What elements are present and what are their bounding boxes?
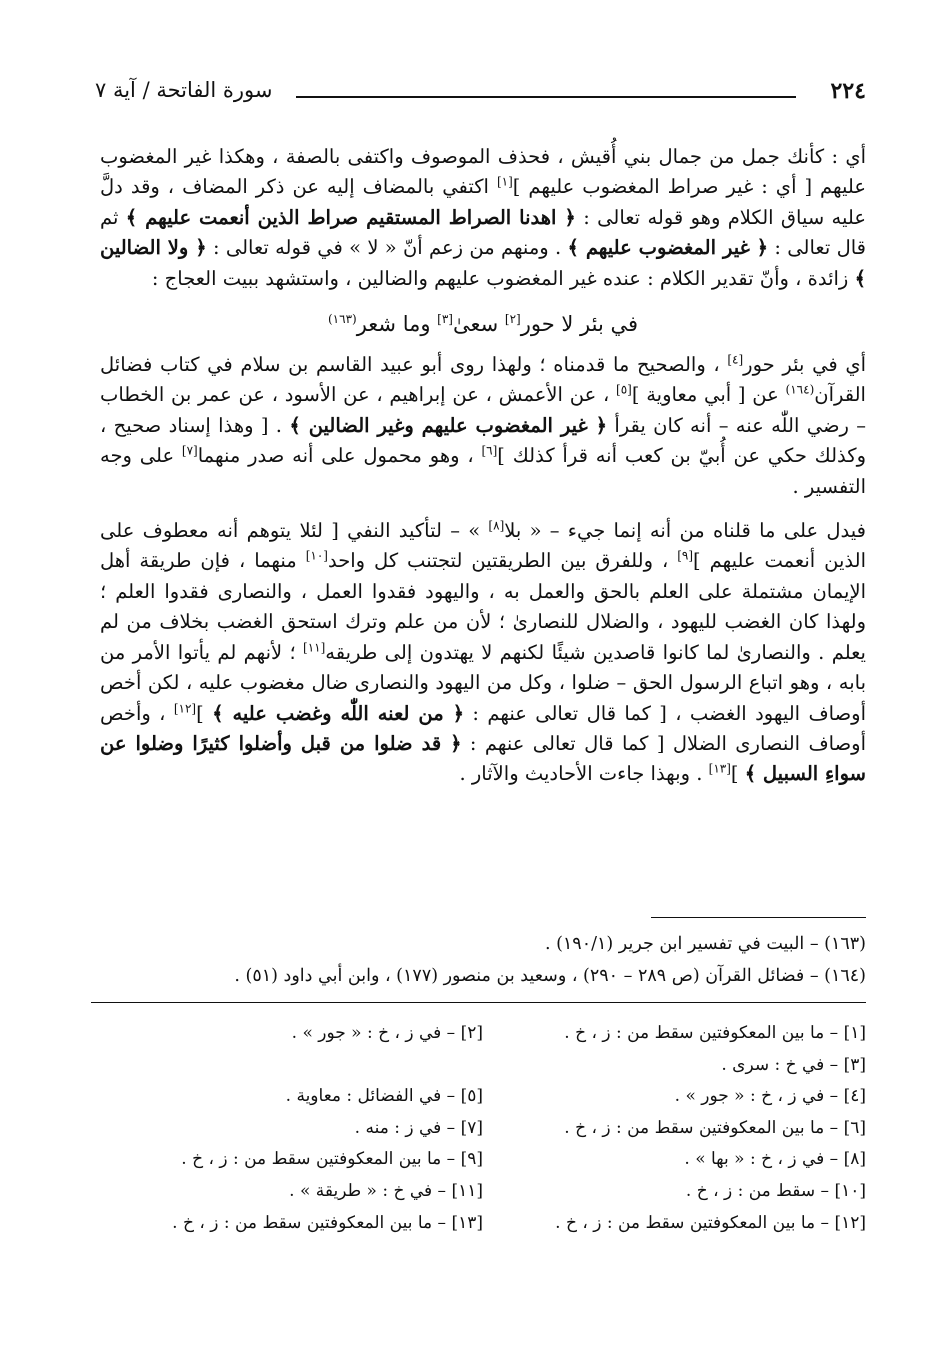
text-run: عن [ أبي معاوية ] (631, 383, 786, 407)
text-run: . وبهذا جاءت الأحاديث والآثار . (459, 762, 709, 786)
text-run: وما شعر (356, 312, 438, 337)
footnotes-divider (651, 917, 866, 918)
quran-verse: ﴿ غير المغضوب عليهم وغير الضالين ﴾ (289, 413, 608, 437)
variant-note: [٢] – في ز ، خ : « جور » . (291, 1023, 483, 1043)
text-run: على وجه التفسير . (100, 444, 866, 498)
footnote-ref: [١٠] (305, 548, 328, 563)
text-run: . ومنهم من زعم أنّ « لا » في قوله تعالى : (206, 236, 568, 260)
footnote-ref: [٨] (488, 518, 505, 533)
variant-note: [٣] – في خ : سرى . (721, 1054, 866, 1075)
text-run: منهما ، فإن طريقة أهل الإيمان مشتملة على العلم بالحق والعمل به ، واليهود فقدوا العمل ، والنصارى فقدوا العلم ؛ ولهذا كان الغضب لليهود ، والضلال للنصارىٰ ؛ لأن من علم وترك استحق الغضب بخلاف من لم يعلم . والنصارىٰ لما كانوا قاصدين شيئًا لكنهم لا يهتدون إلى طريقه (100, 549, 866, 664)
text-run: ثم قال تعالى : (100, 205, 867, 260)
variant-note: [١٠] – سقط من : ز ، خ . (685, 1180, 866, 1201)
variant-row (100, 1018, 866, 1050)
poem-verse (100, 312, 866, 336)
header-rule (296, 96, 796, 98)
variant-row (100, 1208, 866, 1240)
variant-note: [٧] – في ز : منه . (354, 1117, 483, 1138)
variant-note: [١] – ما بين المعكوفتين سقط من : ز ، خ . (564, 1023, 866, 1043)
text-run: أي : كأنك جمل من جمال بني أُقيش ، فحذف الموصوف واكتفى بالصفة ، وهكذا غير المغضوب عليهم [ أي : غير صراط المغضوب عليهم ] (100, 145, 867, 199)
variant-note: [١٢] – ما بين المعكوفتين سقط من : ز ، خ . (555, 1212, 866, 1233)
text-run: . [ وهذا إسناد صحيح ، وكذلك حكي عن أُبيّ بن كعب أنه قرأ كذلك ] (100, 413, 866, 468)
text-run: ] (196, 701, 213, 725)
variant-note: [١٣] – ما بين المعكوفتين سقط من : ز ، خ . (172, 1212, 483, 1233)
text-run: سعىٰ (452, 312, 505, 337)
footnote-ref: [١١] (303, 640, 326, 655)
variant-note: [١١] – في خ : « طريقة » . (289, 1180, 483, 1201)
footnote-ref: [٣] (437, 312, 453, 327)
text-run: » – لتأكيد النفي [ لئلا يتوهم أنه معطوف على الذين أنعمت عليهم ] (100, 519, 867, 573)
page-number: ٢٢٤ (830, 78, 866, 104)
text-run: ، عن الأعمش ، عن إبراهيم ، عن الأسود ، عن عمر بن الخطاب – رضي اللّٰه عنه – أنه كان يقرأ (100, 383, 867, 437)
variant-note: [٨] – في ز ، خ : « بها » . (684, 1149, 866, 1170)
text-run: ، وللفرق بين الطريقتين لتجتنب كل واحد (327, 549, 678, 573)
quran-verse: ﴿ من لعنه اللّٰه وغضب عليه ﴾ (212, 701, 465, 725)
variant-note: [٤] – في ز ، خ : « جور » . (674, 1086, 866, 1107)
paragraph-2 (100, 350, 866, 502)
variant-note: [٥] – في الفضائل : معاوية . (285, 1086, 483, 1107)
quran-verse: ﴿ قد ضلوا من قبل وأضلوا كثيرًا وضلوا عن سواءِ السبيل ﴾ (100, 731, 866, 786)
main-text (100, 142, 866, 790)
text-run: ، والصحيح ما قدمناه ؛ ولهذا روى أبو عبيد القاسم بن سلام في كتاب فضائل القرآن (100, 353, 866, 407)
text-run: ] (730, 762, 745, 786)
footnotes (110, 928, 866, 992)
variant-note: [٦] – ما بين المعكوفتين سقط من : ز ، خ . (564, 1117, 866, 1138)
quran-verse: ﴿ اهدنا الصراط المستقيم صراط الذين أنعمت عليهم ﴾ (125, 205, 576, 229)
paragraph-1 (100, 142, 866, 294)
variant-row (100, 1144, 866, 1176)
variant-row (100, 1176, 866, 1208)
paragraph-3 (100, 516, 866, 790)
footnote-164: (١٦٤) – فضائل القرآن (ص ٢٨٩ – ٢٩٠) ، وسعيد بن منصور (١٧٧) ، وابن أبي داود (٥١) . (234, 966, 866, 986)
quran-verse: ﴿ ولا الضالين ﴾ (100, 236, 866, 290)
footnote-ref: [٤] (727, 352, 744, 367)
surah-label: سورة الفاتحة / آية ٧ (95, 78, 273, 102)
text-run: زائدة ، وأنّ تقدير الكلام : عنده غير المغضوب عليهم والضالين ، واستشهد ببيت العجاج : (151, 266, 855, 290)
text-run: ؛ لأنهم لم يأتوا الأمر من بابه ، وهو اتباع الرسول الحق – ضلوا ، وكل من اليهود والنصارى ضال مغضوب عليه ، لكن أخص أوصاف اليهود الغضب ، [ كما قال تعالى عنهم : (100, 640, 867, 725)
variant-row (100, 1050, 866, 1082)
footnote-ref: [٧] (181, 443, 198, 458)
footnote-ref: [٦] (481, 443, 498, 458)
variant-row (100, 1081, 866, 1113)
footnote-ref: [٩] (677, 548, 694, 563)
text-run: ، وهو محمول على أنه صدر منهما (197, 444, 482, 468)
variant-notes (100, 1018, 866, 1239)
footnote-ref: [١٣] (708, 761, 731, 776)
text-run: أي في بئر حور (743, 353, 867, 377)
variants-divider (91, 1002, 866, 1003)
footnote-ref: (١٦٤) (785, 382, 815, 397)
footnote-ref: [١٢] (173, 701, 197, 715)
text-run: ، وأخص أوصاف النصارى الضلال [ كما قال تعالى عنهم : (100, 701, 866, 755)
text-run: في بئر لا حور (520, 312, 639, 337)
text-run: اكتفي بالمضاف إليه عن ذكر المضاف ، وقد دلَّ عليه سياق الكلام وهو قوله تعالى : (100, 175, 866, 229)
quran-verse: ﴿ غير المغضوب عليهم ﴾ (567, 236, 769, 260)
footnote-ref: (١٦٣) (327, 312, 357, 327)
footnote-163: (١٦٣) – البيت في تفسير ابن جرير (١٩٠/١) . (544, 934, 866, 954)
footnote-ref: [٢] (504, 312, 521, 327)
footnote-ref: [١] (496, 174, 513, 189)
text-run: فيدل على ما قلناه من أنه إنما جيء – « بلا (504, 519, 866, 543)
variant-note: [٩] – ما بين المعكوفتين سقط من : ز ، خ . (181, 1149, 483, 1170)
footnote-ref: [٥] (616, 382, 632, 397)
page-header (95, 78, 866, 114)
variant-row (100, 1113, 866, 1145)
